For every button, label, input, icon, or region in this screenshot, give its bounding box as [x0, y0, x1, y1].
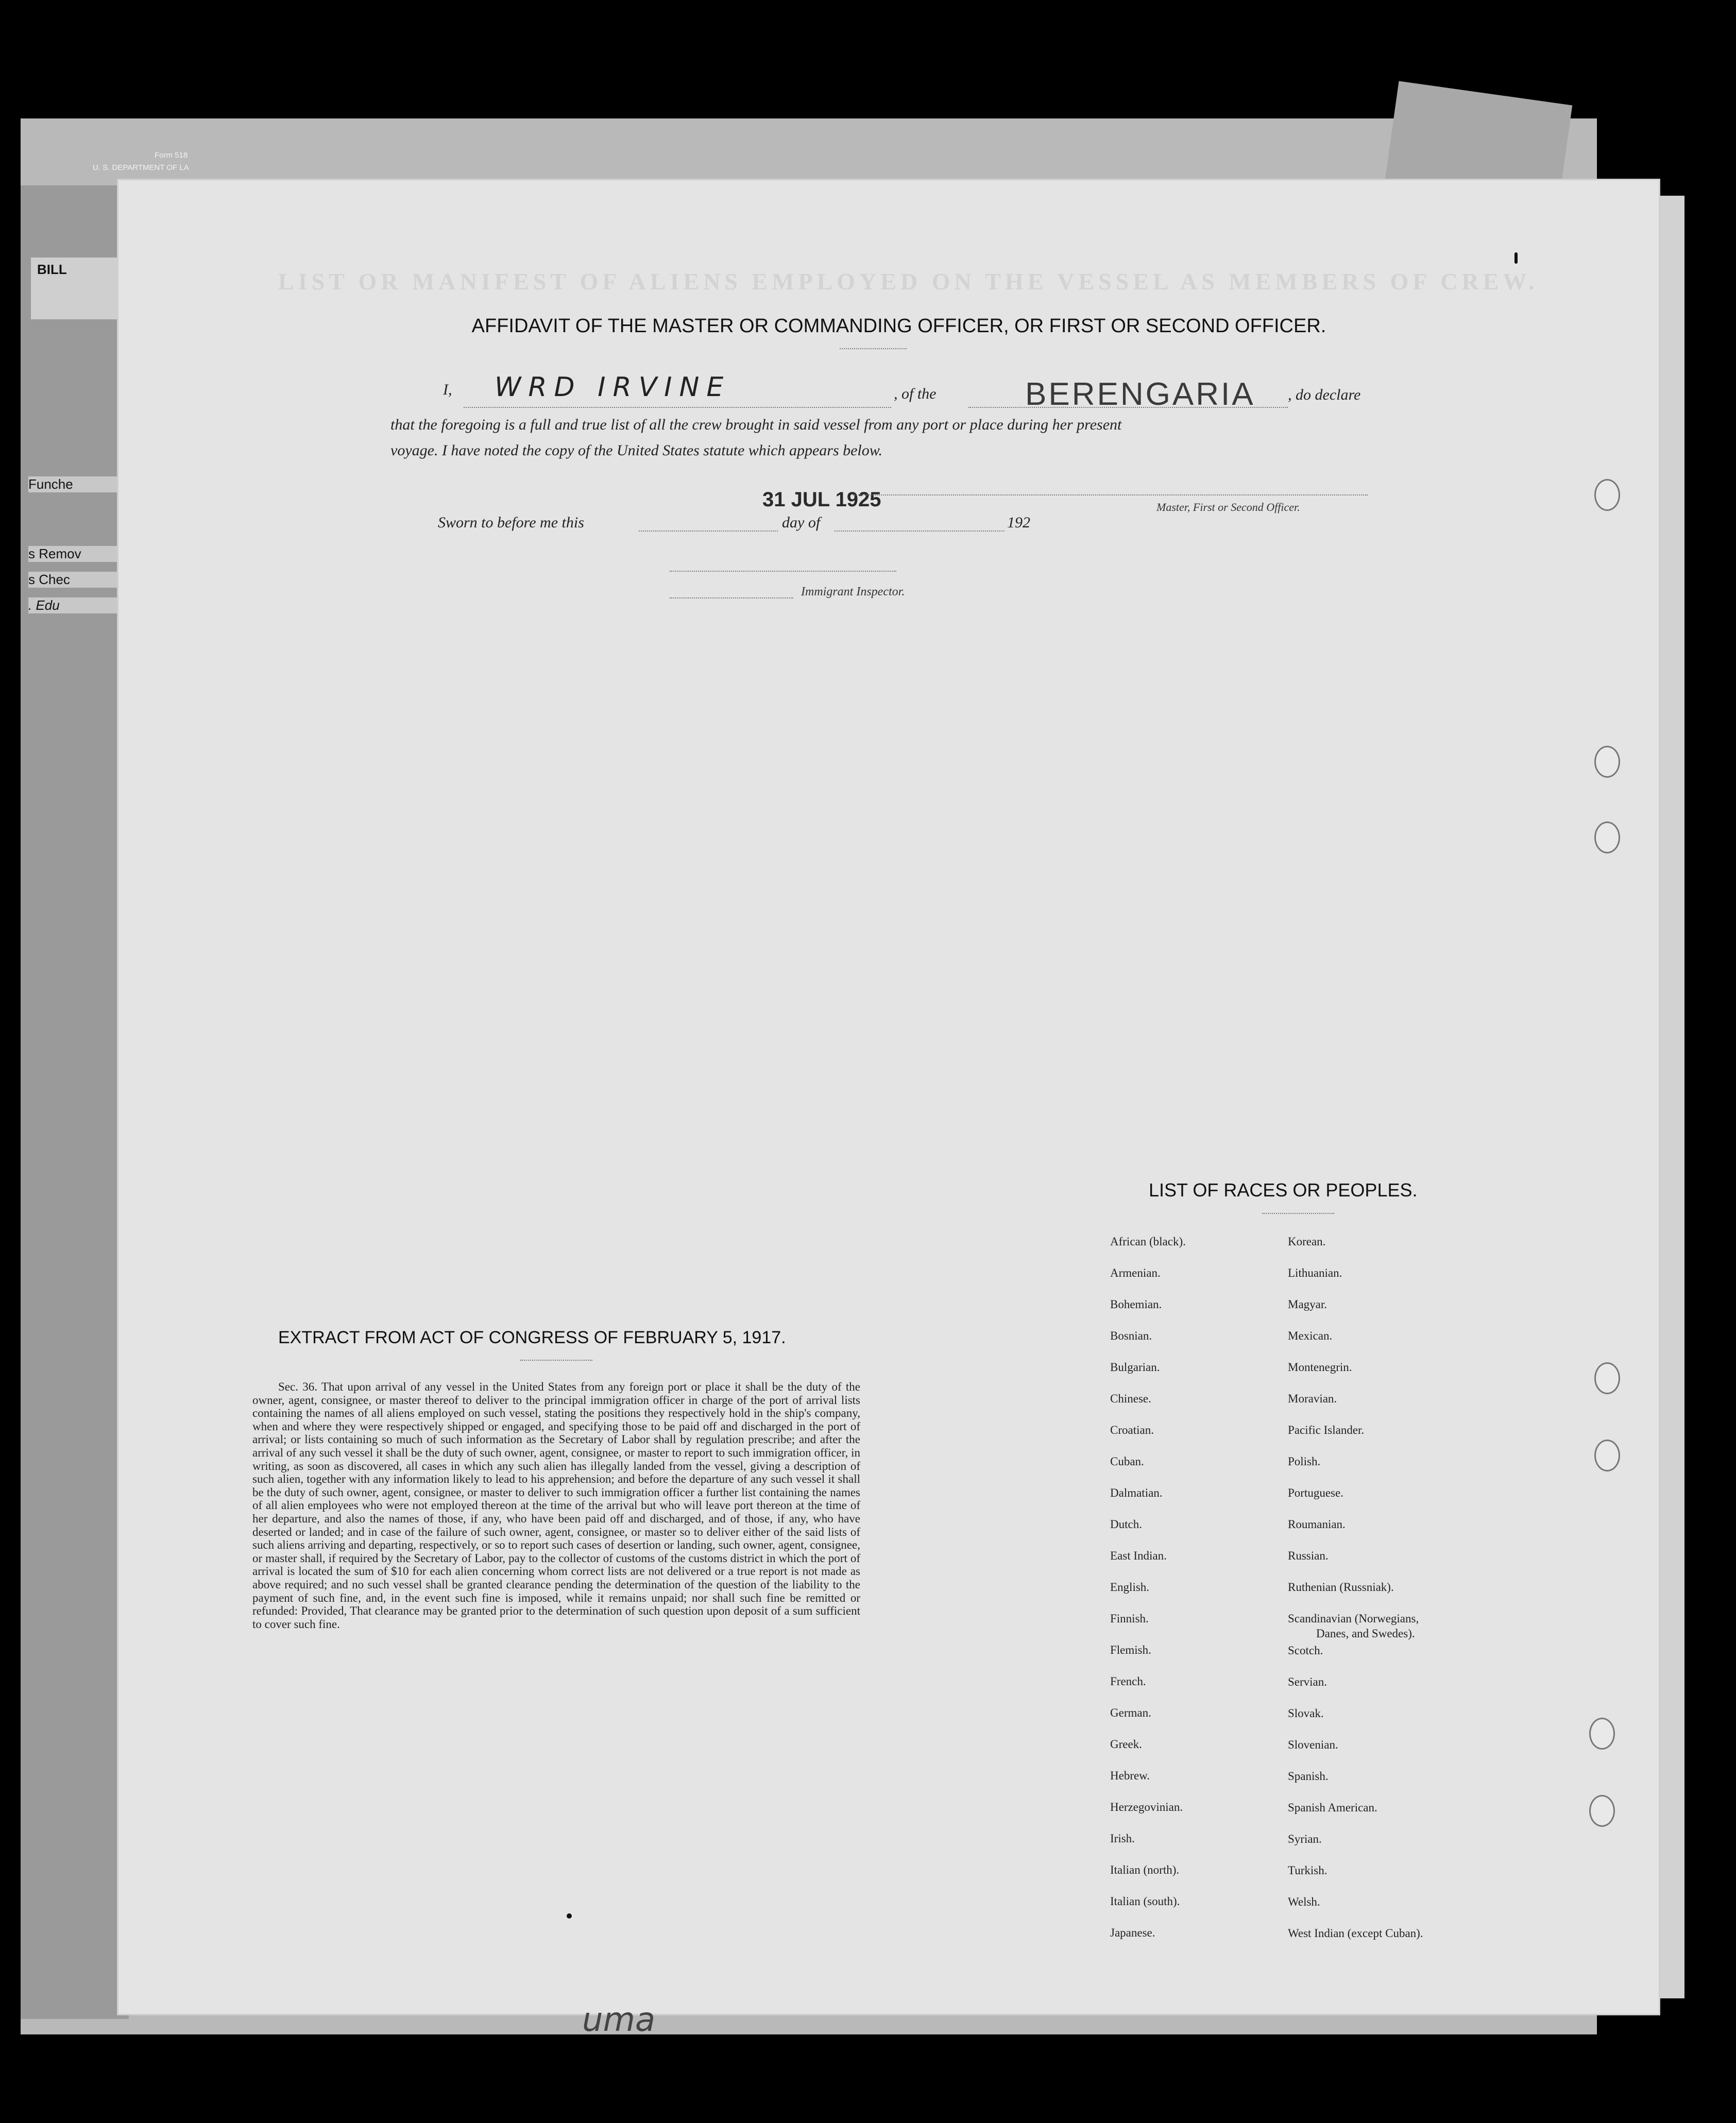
race-item: East Indian.: [1110, 1549, 1167, 1562]
department-label: U. S. DEPARTMENT OF LA: [93, 163, 189, 172]
affidavit-line-3: voyage. I have noted the copy of the United States statute which appears below.: [390, 442, 883, 459]
day-line: [639, 530, 778, 532]
race-item: Spanish.: [1288, 1770, 1329, 1783]
affidavit-title: AFFIDAVIT OF THE MASTER OR COMMANDING OFFICER, OR FIRST OR SECOND OFFICER.: [471, 315, 1326, 337]
race-item: Spanish American.: [1288, 1801, 1377, 1814]
race-item: Dutch.: [1110, 1518, 1142, 1531]
extract-title: EXTRACT FROM ACT OF CONGRESS OF FEBRUARY 5, 1917.: [278, 1328, 786, 1347]
race-item: African (black).: [1110, 1235, 1186, 1248]
race-item: West Indian (except Cuban).: [1288, 1927, 1423, 1940]
race-item: Slovenian.: [1288, 1738, 1338, 1751]
punch-hole: [1594, 1362, 1620, 1394]
officer-name: WRD IRVINE: [495, 372, 731, 403]
inspector-caption: Immigrant Inspector.: [801, 585, 905, 598]
bill-tab-label: BILL: [37, 262, 67, 277]
removed-tab: s Remov: [28, 546, 118, 562]
race-item: French.: [1110, 1675, 1146, 1688]
ink-mark: [1514, 252, 1518, 264]
do-declare-label: , do declare: [1288, 386, 1361, 403]
show-through-header: LIST OR MANIFEST OF ALIENS EMPLOYED ON THE VESSEL AS MEMBERS OF CREW.: [278, 268, 1539, 295]
name-line: [464, 407, 891, 408]
sworn-label: Sworn to before me this: [438, 514, 584, 531]
race-item: Lithuanian.: [1288, 1266, 1342, 1279]
of-the-label: , of the: [894, 385, 937, 402]
race-item: Turkish.: [1288, 1864, 1327, 1877]
race-item: Welsh.: [1288, 1895, 1320, 1908]
race-item: Croatian.: [1110, 1424, 1154, 1436]
races-title: LIST OF RACES OR PEOPLES.: [1149, 1179, 1418, 1201]
race-item: Moravian.: [1288, 1392, 1337, 1405]
race-item: Cuban.: [1110, 1455, 1144, 1468]
bill-tab: [31, 258, 124, 319]
race-item: Greek.: [1110, 1738, 1142, 1751]
race-item: Herzegovinian.: [1110, 1801, 1183, 1813]
year-label: 192: [1007, 514, 1030, 531]
race-item: Scandinavian (Norwegians,: [1288, 1612, 1419, 1625]
punch-hole: [1589, 1718, 1615, 1750]
races-rule: [1262, 1213, 1334, 1214]
race-item: Pacific Islander.: [1288, 1424, 1365, 1436]
race-item: Bosnian.: [1110, 1329, 1152, 1342]
title-rule: [840, 348, 907, 349]
race-item: Ruthenian (Russniak).: [1288, 1581, 1394, 1594]
race-item: Polish.: [1288, 1455, 1321, 1468]
race-item: German.: [1110, 1706, 1151, 1719]
form-number: Form 518: [155, 151, 188, 160]
extract-paragraph: Sec. 36. That upon arrival of any vessel in the United States from any foreign port or place it shall be the duty of the owner, agent, consignee, or master thereof to deliver to the principal immigration officer in charge of the port of arrival lists containing the names of all aliens employed on such vessel, stating the positions they respectively hold in the ship's company, when and where they were respectively shipped or engaged, and specifying those to be paid off and discharged in the port of arrival; or lists containing so much of such information as the Secretary of Labor shall by regulation prescribe; and after the arrival of any such vessel it shall be the duty of such owner, agent, consignee, or master to report to such immigration officer, in writing, as soon as discovered, all cases in which any such alien has illegally landed from the vessel, giving a description of such alien, together with any information likely to lead to his apprehension; and before the departure of any such vessel it shall be the duty of such owner, agent, consignee, or master to deliver to such immigration officer a further list containing the names of all alien employees who were not employed thereon at the time of the arrival but who will leave port thereon at the time of her departure, and also the names of those, if any, who have been paid off and discharged, and of those, if any, who have deserted or landed; and in case of the failure of such owner, agent, consignee, or master so to deliver either of the said lists of such aliens arriving and departing, respectively, or so to report such cases of desertion or landing, such owner, agent, consignee, or master shall, if required by the Secretary of Labor, pay to the collector of customs of the customs district in which the port of arrival is located the sum of $10 for each alien concerning whom correct lists are not delivered or a true report is not made as above required; and no such vessel shall be granted clearance pending the determination of the question of the liability to the payment of such fine, and, in the event such fine is imposed, while it remains unpaid; nor shall such fine be remitted or refunded: Provided, That clearance may be granted prior to the determination of such question upon deposit of a sum sufficient to cover such fine.: [252, 1380, 860, 1631]
day-of-label: day of: [782, 514, 821, 531]
left-attached-strip: [21, 185, 129, 2019]
vessel-line: [968, 407, 1288, 408]
race-item: Korean.: [1288, 1235, 1326, 1248]
race-item: Bohemian.: [1110, 1298, 1162, 1311]
race-item: Mexican.: [1288, 1329, 1333, 1342]
race-item: Armenian.: [1110, 1266, 1161, 1279]
race-item: Italian (south).: [1110, 1895, 1180, 1908]
race-item: Bulgarian.: [1110, 1361, 1160, 1374]
punch-hole: [1594, 1440, 1620, 1471]
date-stamp: 31 JUL 1925: [762, 488, 881, 511]
inspector-line: [670, 597, 793, 598]
checked-tab: s Chec: [28, 572, 118, 588]
race-item: Syrian.: [1288, 1833, 1322, 1845]
race-item: Portuguese.: [1288, 1486, 1343, 1499]
extract-rule: [520, 1360, 592, 1361]
vessel-name-stamp: BERENGARIA: [1025, 376, 1255, 412]
race-item: Irish.: [1110, 1832, 1135, 1845]
race-item: Italian (north).: [1110, 1863, 1180, 1876]
edu-tab: . Edu: [28, 597, 118, 613]
i-label: I,: [443, 381, 452, 398]
race-item: Magyar.: [1288, 1298, 1327, 1311]
inspector-line-top: [670, 571, 896, 572]
race-item: Servian.: [1288, 1675, 1327, 1688]
bottom-handwriting: uma: [582, 2001, 656, 2039]
month-line: [835, 530, 1005, 532]
race-item: Chinese.: [1110, 1392, 1151, 1405]
punch-hole: [1594, 821, 1620, 853]
affidavit-page: [118, 180, 1659, 2014]
race-item: Finnish.: [1110, 1612, 1149, 1625]
race-item: Dalmatian.: [1110, 1486, 1163, 1499]
ink-dot: [567, 1913, 572, 1919]
punch-hole: [1594, 746, 1620, 778]
master-caption: Master, First or Second Officer.: [1156, 501, 1300, 513]
punch-hole: [1589, 1795, 1615, 1827]
signature-line: [853, 494, 1368, 495]
race-item: English.: [1110, 1581, 1150, 1594]
funchal-tab: Funche: [28, 476, 118, 492]
race-item: Danes, and Swedes).: [1316, 1627, 1415, 1640]
race-item: Hebrew.: [1110, 1769, 1150, 1782]
extract-body: [252, 1380, 860, 1631]
race-item: Japanese.: [1110, 1926, 1155, 1939]
punch-hole: [1594, 479, 1620, 511]
race-item: Roumanian.: [1288, 1518, 1346, 1531]
race-item: Russian.: [1288, 1549, 1329, 1562]
race-item: Scotch.: [1288, 1644, 1323, 1657]
race-item: Montenegrin.: [1288, 1361, 1352, 1374]
affidavit-line-2: that the foregoing is a full and true list of all the crew brought in said vessel from any port or place during her present: [390, 416, 1122, 433]
race-item: Flemish.: [1110, 1643, 1151, 1656]
race-item: Slovak.: [1288, 1707, 1324, 1720]
